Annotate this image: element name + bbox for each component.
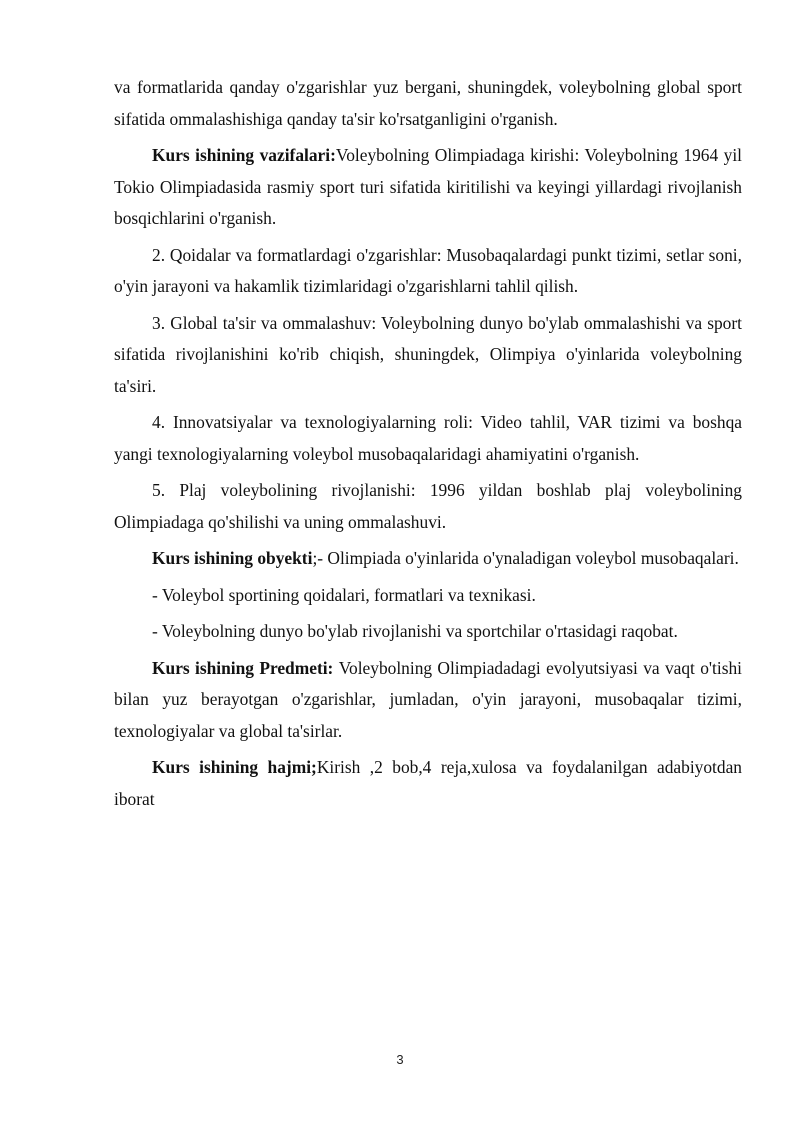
task-item-3 (114, 308, 742, 403)
paragraph-text: - Voleybolning dunyo bo'ylab rivojlanishi va sportchilar o'rtasidagi raqobat. (152, 621, 678, 641)
subject-heading: Kurs ishining Predmeti: (152, 657, 339, 678)
paragraph-text: Voleybolning Olimpiadaga kirishi: Voleybolning 1964 yil Tokio Olimpiadasida rasmiy sport turi sifatida kiritilishi va keyingi yillardagi rivojlanish bosqichlarini o'rganish. (114, 145, 742, 228)
paragraph-text: 4. Innovatsiyalar va texnologiyalarning roli: Video tahlil, VAR tizimi va boshqa yangi texnologiyalarning voleybol musobaqalaridagi ahamiyatini o'rganish. (114, 412, 742, 464)
paragraph-text: - Voleybol sportining qoidalari, formatlari va texnikasi. (152, 584, 536, 605)
paragraph-text: va formatlarida qanday o'zgarishlar yuz bergani, shuningdek, voleybolning global sport sifatida ommalashishiga qanday ta'sir ko'rsatganligini o'rganish. (114, 77, 742, 129)
paragraph-text: 2. Qoidalar va formatlardagi o'zgarishlar: Musobaqalardagi punkt tizimi, setlar soni, o'yin jarayoni va hakamlik tizimlaridagi o'zgarishlarni tahlil qilish. (114, 244, 742, 296)
paragraph-text: 5. Plaj voleybolining rivojlanishi: 1996 yildan boshlab plaj voleybolining Olimpiadaga qo'shilishi va uning ommalashuvi. (114, 480, 742, 532)
task-item-5 (114, 475, 742, 538)
task-item-2 (114, 240, 742, 303)
volume-heading: Kurs ishining hajmi; (152, 757, 317, 777)
paragraph-tasks (114, 140, 742, 235)
object-item-rules (114, 580, 742, 612)
paragraph-text: ;- Olimpiada o'yinlarida o'ynaladigan voleybol musobaqalari. (312, 548, 739, 568)
paragraph-text: Kirish ,2 bob,4 reja,xulosa va foydalanilgan adabiyotdan iborat (114, 757, 742, 809)
object-heading: Kurs ishining obyekti (152, 548, 313, 568)
document-page (114, 72, 742, 820)
tasks-heading: Kurs ishining vazifalari: (152, 145, 336, 165)
page-number: 3 (396, 1052, 404, 1067)
paragraph-intro-continuation (114, 72, 742, 135)
paragraph-volume (114, 752, 742, 815)
object-item-development (114, 616, 742, 648)
paragraph-text: Voleybolning Olimpiadadagi evolyutsiyasi va vaqt o'tishi bilan yuz berayotgan o'zgarishlar, jumladan, o'yin jarayoni, musobaqalar tizimi, texnologiyalar va global ta'sirlar. (114, 657, 742, 741)
paragraph-object (114, 543, 742, 575)
paragraph-text: 3. Global ta'sir va ommalashuv: Voleybolning dunyo bo'ylab ommalashishi va sport sifatida rivojlanishini ko'rib chiqish, shuningdek, Olimpiya o'yinlarida voleybolning ta'siri. (114, 312, 742, 396)
paragraph-subject (114, 653, 742, 748)
task-item-4 (114, 407, 742, 470)
